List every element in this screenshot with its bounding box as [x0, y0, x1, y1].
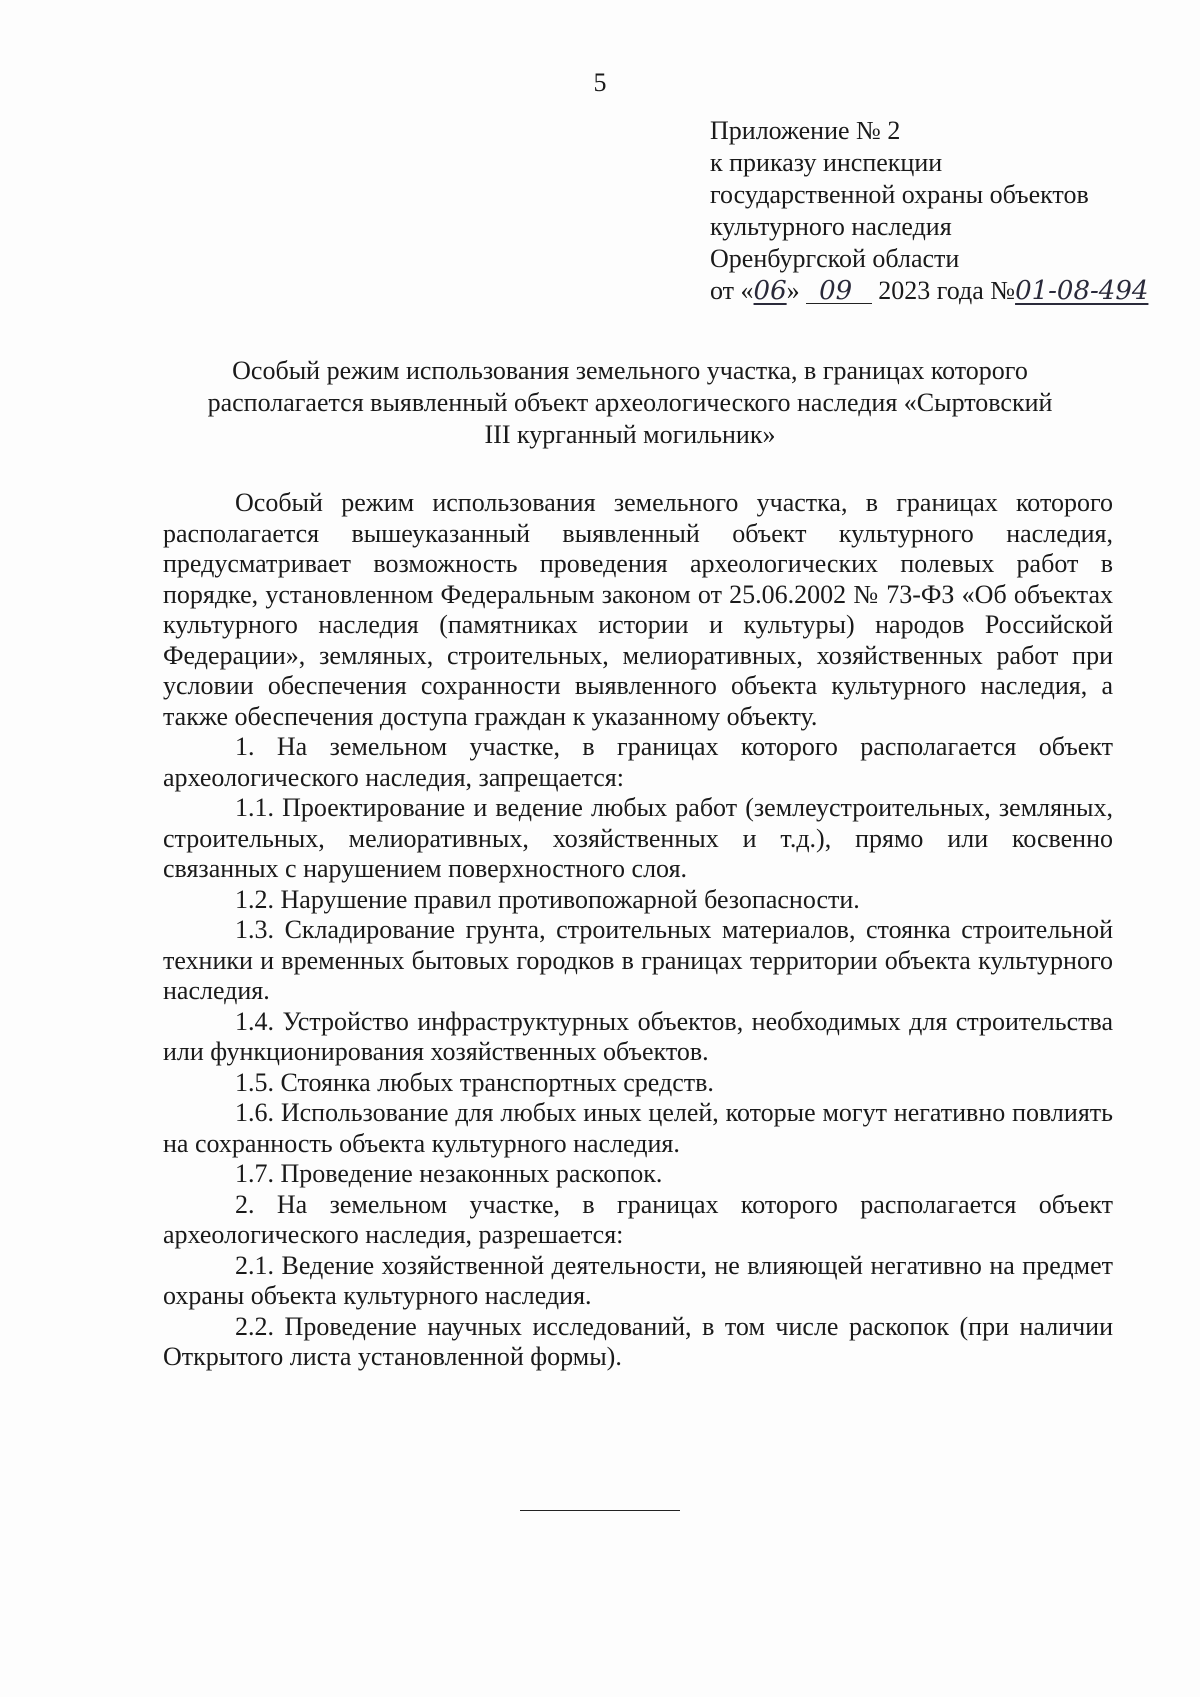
clause-2-2: 2.2. Проведение научных исследований, в том числе раскопок (при наличии Открытого листа установленной формы).	[163, 1311, 1113, 1371]
clause-2: 2. На земельном участке, в границах которого располагается объект археологического наследия, разрешается:	[163, 1189, 1113, 1249]
clause-1-1: 1.1. Проектирование и ведение любых работ (землеустроительных, земляных, строительных, мелиоративных, хозяйственных и т.д.), прямо или косвенно связанных с нарушением поверхностного слоя.	[163, 793, 1113, 883]
page-number: 5	[593, 68, 607, 97]
title-line-1: Особый режим использования земельного участка, в границах которого	[232, 356, 1028, 385]
month-field	[806, 276, 872, 306]
title-line-3: III курганный могильник»	[484, 420, 776, 449]
appendix-header	[710, 115, 1148, 307]
clause-1-3: 1.3. Складирование грунта, строительных материалов, стоянка строительной техники и временных бытовых городков в границах территории объекта культурного наследия.	[163, 915, 1113, 1005]
appendix-line-inspection: государственной охраны объектов	[710, 180, 1089, 209]
appendix-line-order: к приказу инспекции	[710, 148, 943, 177]
appendix-date-line	[710, 275, 1148, 307]
date-mid: »	[786, 276, 800, 305]
handwritten-month: 09	[819, 276, 853, 306]
clause-2-1: 2.1. Ведение хозяйственной деятельности, не влияющей негативно на предмет охраны объекта культурного наследия.	[163, 1250, 1113, 1310]
title-line-2: располагается выявленный объект археологического наследия «Сыртовский	[207, 388, 1053, 417]
document-title	[150, 355, 1110, 451]
clause-1-6: 1.6. Использование для любых иных целей, которые могут негативно повлиять на сохранность объекта культурного наследия.	[163, 1098, 1113, 1158]
document-body	[163, 488, 1113, 1373]
appendix-line-heritage: культурного наследия	[710, 212, 952, 241]
clause-1-5: 1.5. Стоянка любых транспортных средств.	[235, 1067, 714, 1097]
date-prefix: от «	[710, 276, 754, 305]
date-year: 2023 года №	[878, 276, 1016, 305]
clause-1-4: 1.4. Устройство инфраструктурных объектов, необходимых для строительства или функционирования хозяйственных объектов.	[163, 1006, 1113, 1066]
end-divider-line	[520, 1510, 680, 1511]
handwritten-day: 06	[753, 276, 787, 306]
clause-1-2: 1.2. Нарушение правил противопожарной безопасности.	[235, 884, 860, 914]
appendix-line-region: Оренбургской области	[710, 244, 960, 273]
clause-1: 1. На земельном участке, в границах которого располагается объект археологического наследия, запрещается:	[163, 732, 1113, 792]
intro-paragraph: Особый режим использования земельного участка, в границах которого располагается вышеуказанный выявленный объект культурного наследия, предусматривает возможность проведения археологических полевых работ в порядке, установленном Федеральным законом от 25.06.2002 № 73-ФЗ «Об объектах культурного наследия (памятниках истории и культуры) народов Российской Федерации», земляных, строительных, мелиоративных, хозяйственных работ при условии обеспечения сохранности выявленного объекта культурного наследия, а также обеспечения доступа граждан к указанному объекту.	[163, 488, 1113, 731]
handwritten-order-number: 01-08-494	[1015, 276, 1149, 306]
appendix-title: Приложение № 2	[710, 116, 901, 145]
clause-1-7: 1.7. Проведение незаконных раскопок.	[235, 1159, 663, 1188]
